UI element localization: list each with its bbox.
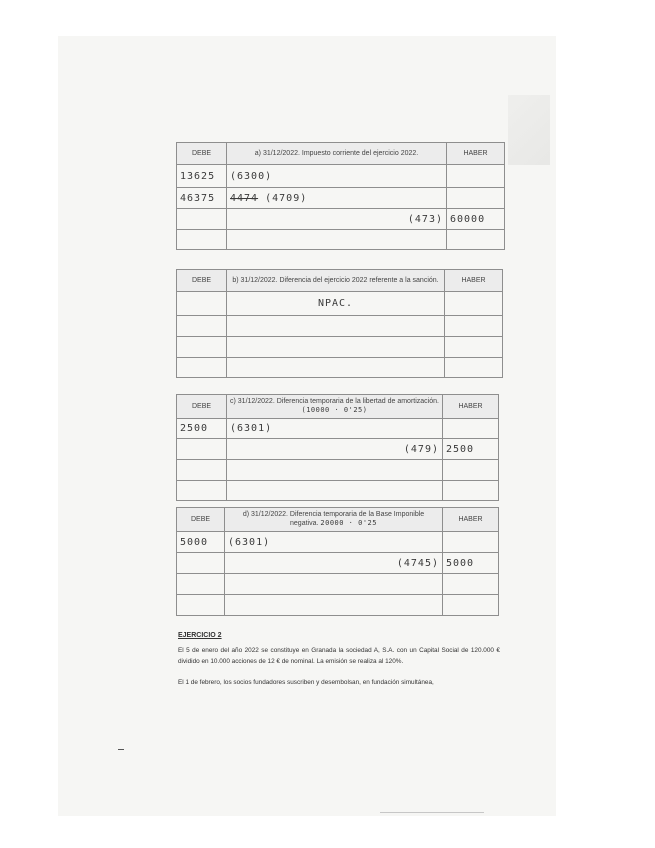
debe-header: DEBE [177, 508, 225, 532]
concepto-cell [227, 358, 445, 378]
debe-cell [177, 439, 227, 460]
table-header-row [177, 143, 505, 165]
haber-cell [443, 419, 499, 439]
account-code: (4709) [265, 192, 308, 204]
exercise-title: EJERCICIO 2 [178, 632, 222, 639]
table-row [177, 358, 503, 378]
haber-cell [443, 532, 499, 553]
concepto-cell [227, 337, 445, 358]
table-header-row [177, 270, 503, 292]
page-edge-line [380, 812, 484, 813]
debe-header: DEBE [177, 270, 227, 292]
debe-cell [177, 358, 227, 378]
concepto-cell [227, 230, 447, 250]
debe-cell [177, 481, 227, 501]
haber-cell [447, 230, 505, 250]
table-row [177, 439, 499, 460]
debe-cell [177, 209, 227, 230]
concepto-cell [227, 188, 447, 209]
debe-header: DEBE [177, 143, 227, 165]
haber-cell [443, 595, 499, 616]
table-row [177, 574, 499, 595]
debe-cell [177, 574, 225, 595]
concepto-cell [225, 574, 443, 595]
haber-header: HABER [447, 143, 505, 165]
debe-cell [177, 595, 225, 616]
debe-cell: 46375 [177, 188, 227, 209]
journal-entry-table-a [176, 142, 505, 250]
table-row [177, 595, 499, 616]
table-row [177, 209, 505, 230]
exercise-paragraph: El 5 de enero del año 2022 se constituye en Granada la sociedad A, S.A. con un Capital Social de 120.000 € dividido en 10.000 acciones de 12 € de nominal. La emisión se realiza al 120%. [178, 647, 500, 665]
debe-cell [177, 553, 225, 574]
concepto-cell: (4745) [225, 553, 443, 574]
concepto-cell: (6301) [227, 419, 443, 439]
haber-cell [447, 165, 505, 188]
table-header-row [177, 395, 499, 419]
journal-entry-table-d [176, 507, 499, 616]
haber-header: HABER [443, 508, 499, 532]
haber-cell: 5000 [443, 553, 499, 574]
haber-cell [443, 481, 499, 501]
table-row [177, 532, 499, 553]
entry-title-note: (10000 · 0'25) [301, 406, 368, 414]
entry-title: b) 31/12/2022. Diferencia del ejercicio 2022 referente a la sanción. [227, 270, 445, 292]
concepto-cell [227, 481, 443, 501]
table-row [177, 337, 503, 358]
table-row [177, 188, 505, 209]
scan-shadow [508, 95, 550, 165]
table-row [177, 460, 499, 481]
table-header-row [177, 508, 499, 532]
haber-cell [445, 292, 503, 316]
struck-account: 4474 [230, 192, 259, 204]
haber-cell [443, 460, 499, 481]
concepto-cell [227, 460, 443, 481]
debe-cell [177, 316, 227, 337]
haber-cell [445, 337, 503, 358]
haber-cell [445, 358, 503, 378]
concepto-cell: (6300) [227, 165, 447, 188]
haber-cell [447, 188, 505, 209]
table-row [177, 316, 503, 337]
debe-cell: 2500 [177, 419, 227, 439]
haber-cell [445, 316, 503, 337]
entry-title [225, 508, 443, 532]
table-row [177, 230, 505, 250]
entry-title [227, 395, 443, 419]
entry-title-text: d) 31/12/2022. Diferencia temporaria de la Base Imponible negativa. [242, 511, 425, 527]
concepto-cell: (6301) [225, 532, 443, 553]
entry-title-note: 20000 · 0'25 [320, 519, 377, 527]
journal-entry-table-c [176, 394, 499, 501]
table-row [177, 419, 499, 439]
concepto-cell [227, 316, 445, 337]
table-row [177, 553, 499, 574]
stray-mark [118, 749, 124, 750]
entry-title-text: c) 31/12/2022. Diferencia temporaria de la libertad de amortización. [230, 398, 439, 405]
table-row [177, 292, 503, 316]
table-row [177, 165, 505, 188]
entry-title: a) 31/12/2022. Impuesto corriente del ejercicio 2022. [227, 143, 447, 165]
debe-cell [177, 460, 227, 481]
concepto-cell: (479) [227, 439, 443, 460]
concepto-cell [225, 595, 443, 616]
haber-cell [443, 574, 499, 595]
table-row [177, 481, 499, 501]
debe-cell [177, 292, 227, 316]
debe-cell [177, 230, 227, 250]
debe-cell [177, 337, 227, 358]
haber-header: HABER [445, 270, 503, 292]
concepto-cell: NPAC. [227, 292, 445, 316]
haber-header: HABER [443, 395, 499, 419]
journal-entry-table-b [176, 269, 503, 378]
concepto-cell: (473) [227, 209, 447, 230]
debe-cell: 13625 [177, 165, 227, 188]
exercise-paragraph: El 1 de febrero, los socios fundadores suscriben y desembolsan, en fundación simultánea, [178, 679, 434, 686]
haber-cell: 60000 [447, 209, 505, 230]
debe-cell: 5000 [177, 532, 225, 553]
haber-cell: 2500 [443, 439, 499, 460]
debe-header: DEBE [177, 395, 227, 419]
